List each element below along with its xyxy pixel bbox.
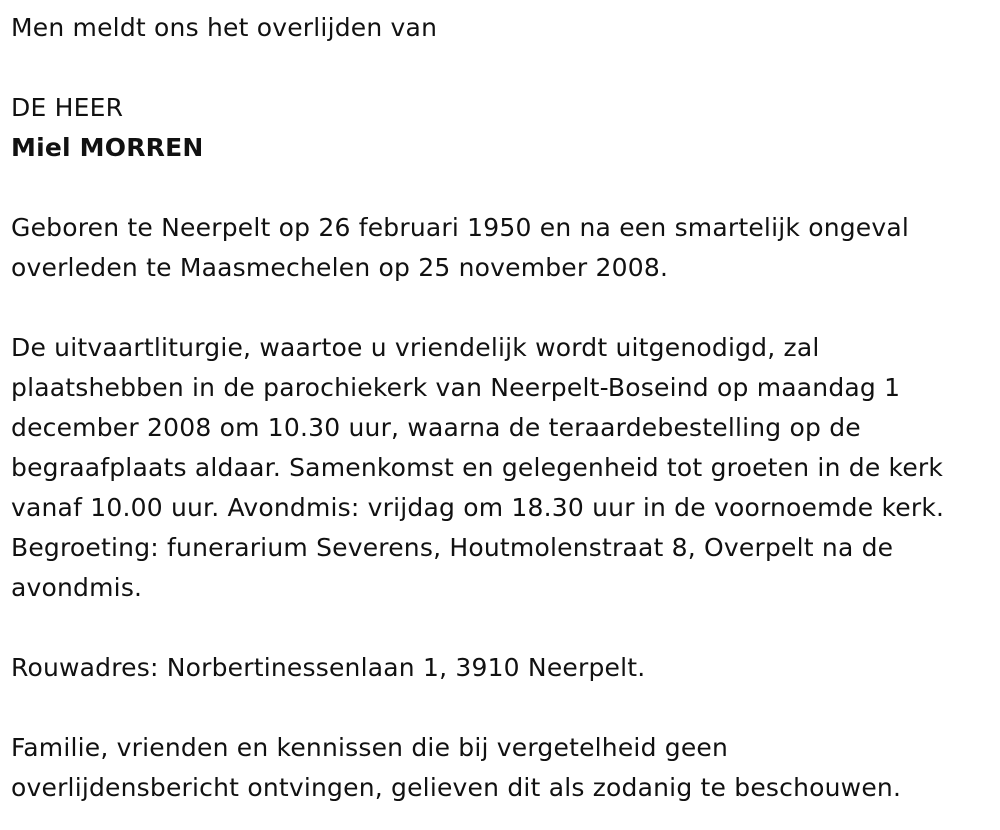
spacer [11,48,991,88]
mourning-address: Rouwadres: Norbertinessenlaan 1, 3910 Neerpelt. [11,653,646,682]
intro-line: Men meldt ons het overlijden van [11,13,438,42]
spacer [11,608,991,648]
closing-paragraph: Familie, vrienden en kennissen die bij vergetelheid geen overlijdensbericht ontvingen, gelieven dit als zodanig te beschouwen. [11,733,902,802]
spacer [11,288,991,328]
salutation: DE HEER [11,93,124,122]
funeral-paragraph: De uitvaartliturgie, waartoe u vriendelijk wordt uitgenodigd, zal plaatshebben in de parochiekerk van Neerpelt-Boseind op maandag 1 december 2008 om 10.30 uur, waarna de teraardebestelling op de begraafplaats aldaar. Samenkomst en gelegenheid tot groeten in de kerk vanaf 10.00 uur. Avondmis: vrijdag om 18.30 uur in de voornoemde kerk. Begroeting: funerarium Severens, Houtmolenstraat 8, Overpelt na de avondmis. [11,333,945,602]
deceased-name: Miel MORREN [11,133,204,162]
spacer [11,168,991,208]
birth-death-paragraph: Geboren te Neerpelt op 26 februari 1950 en na een smartelijk ongeval overleden te Maasmechelen op 25 november 2008. [11,213,910,282]
obituary-notice [11,8,991,808]
spacer [11,688,991,728]
